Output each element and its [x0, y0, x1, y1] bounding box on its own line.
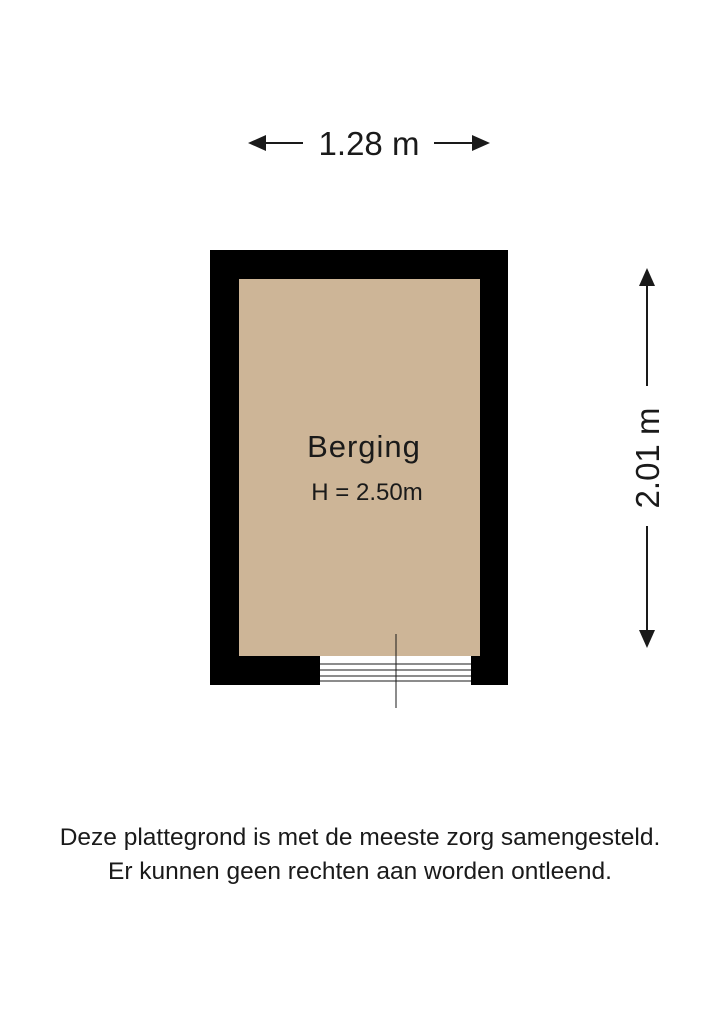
disclaimer-line-2: Er kunnen geen rechten aan worden ontleend.	[108, 858, 612, 885]
width-dimension-label: 1.28 m	[318, 125, 420, 162]
depth-arrow-up-icon	[639, 268, 655, 286]
width-arrow-left-icon	[248, 135, 266, 151]
width-dimension	[248, 125, 490, 162]
room-name-label: Berging	[307, 429, 421, 464]
depth-dimension-label: 2.01 m	[629, 407, 666, 509]
depth-arrow-down-icon	[639, 630, 655, 648]
width-arrow-right-icon	[472, 135, 490, 151]
room-height-label: H = 2.50m	[311, 479, 423, 506]
room-berging	[210, 250, 508, 708]
depth-dimension	[629, 268, 666, 648]
room-floor	[239, 279, 480, 656]
disclaimer-line-1: Deze plattegrond is met de meeste zorg samengesteld.	[59, 824, 661, 851]
